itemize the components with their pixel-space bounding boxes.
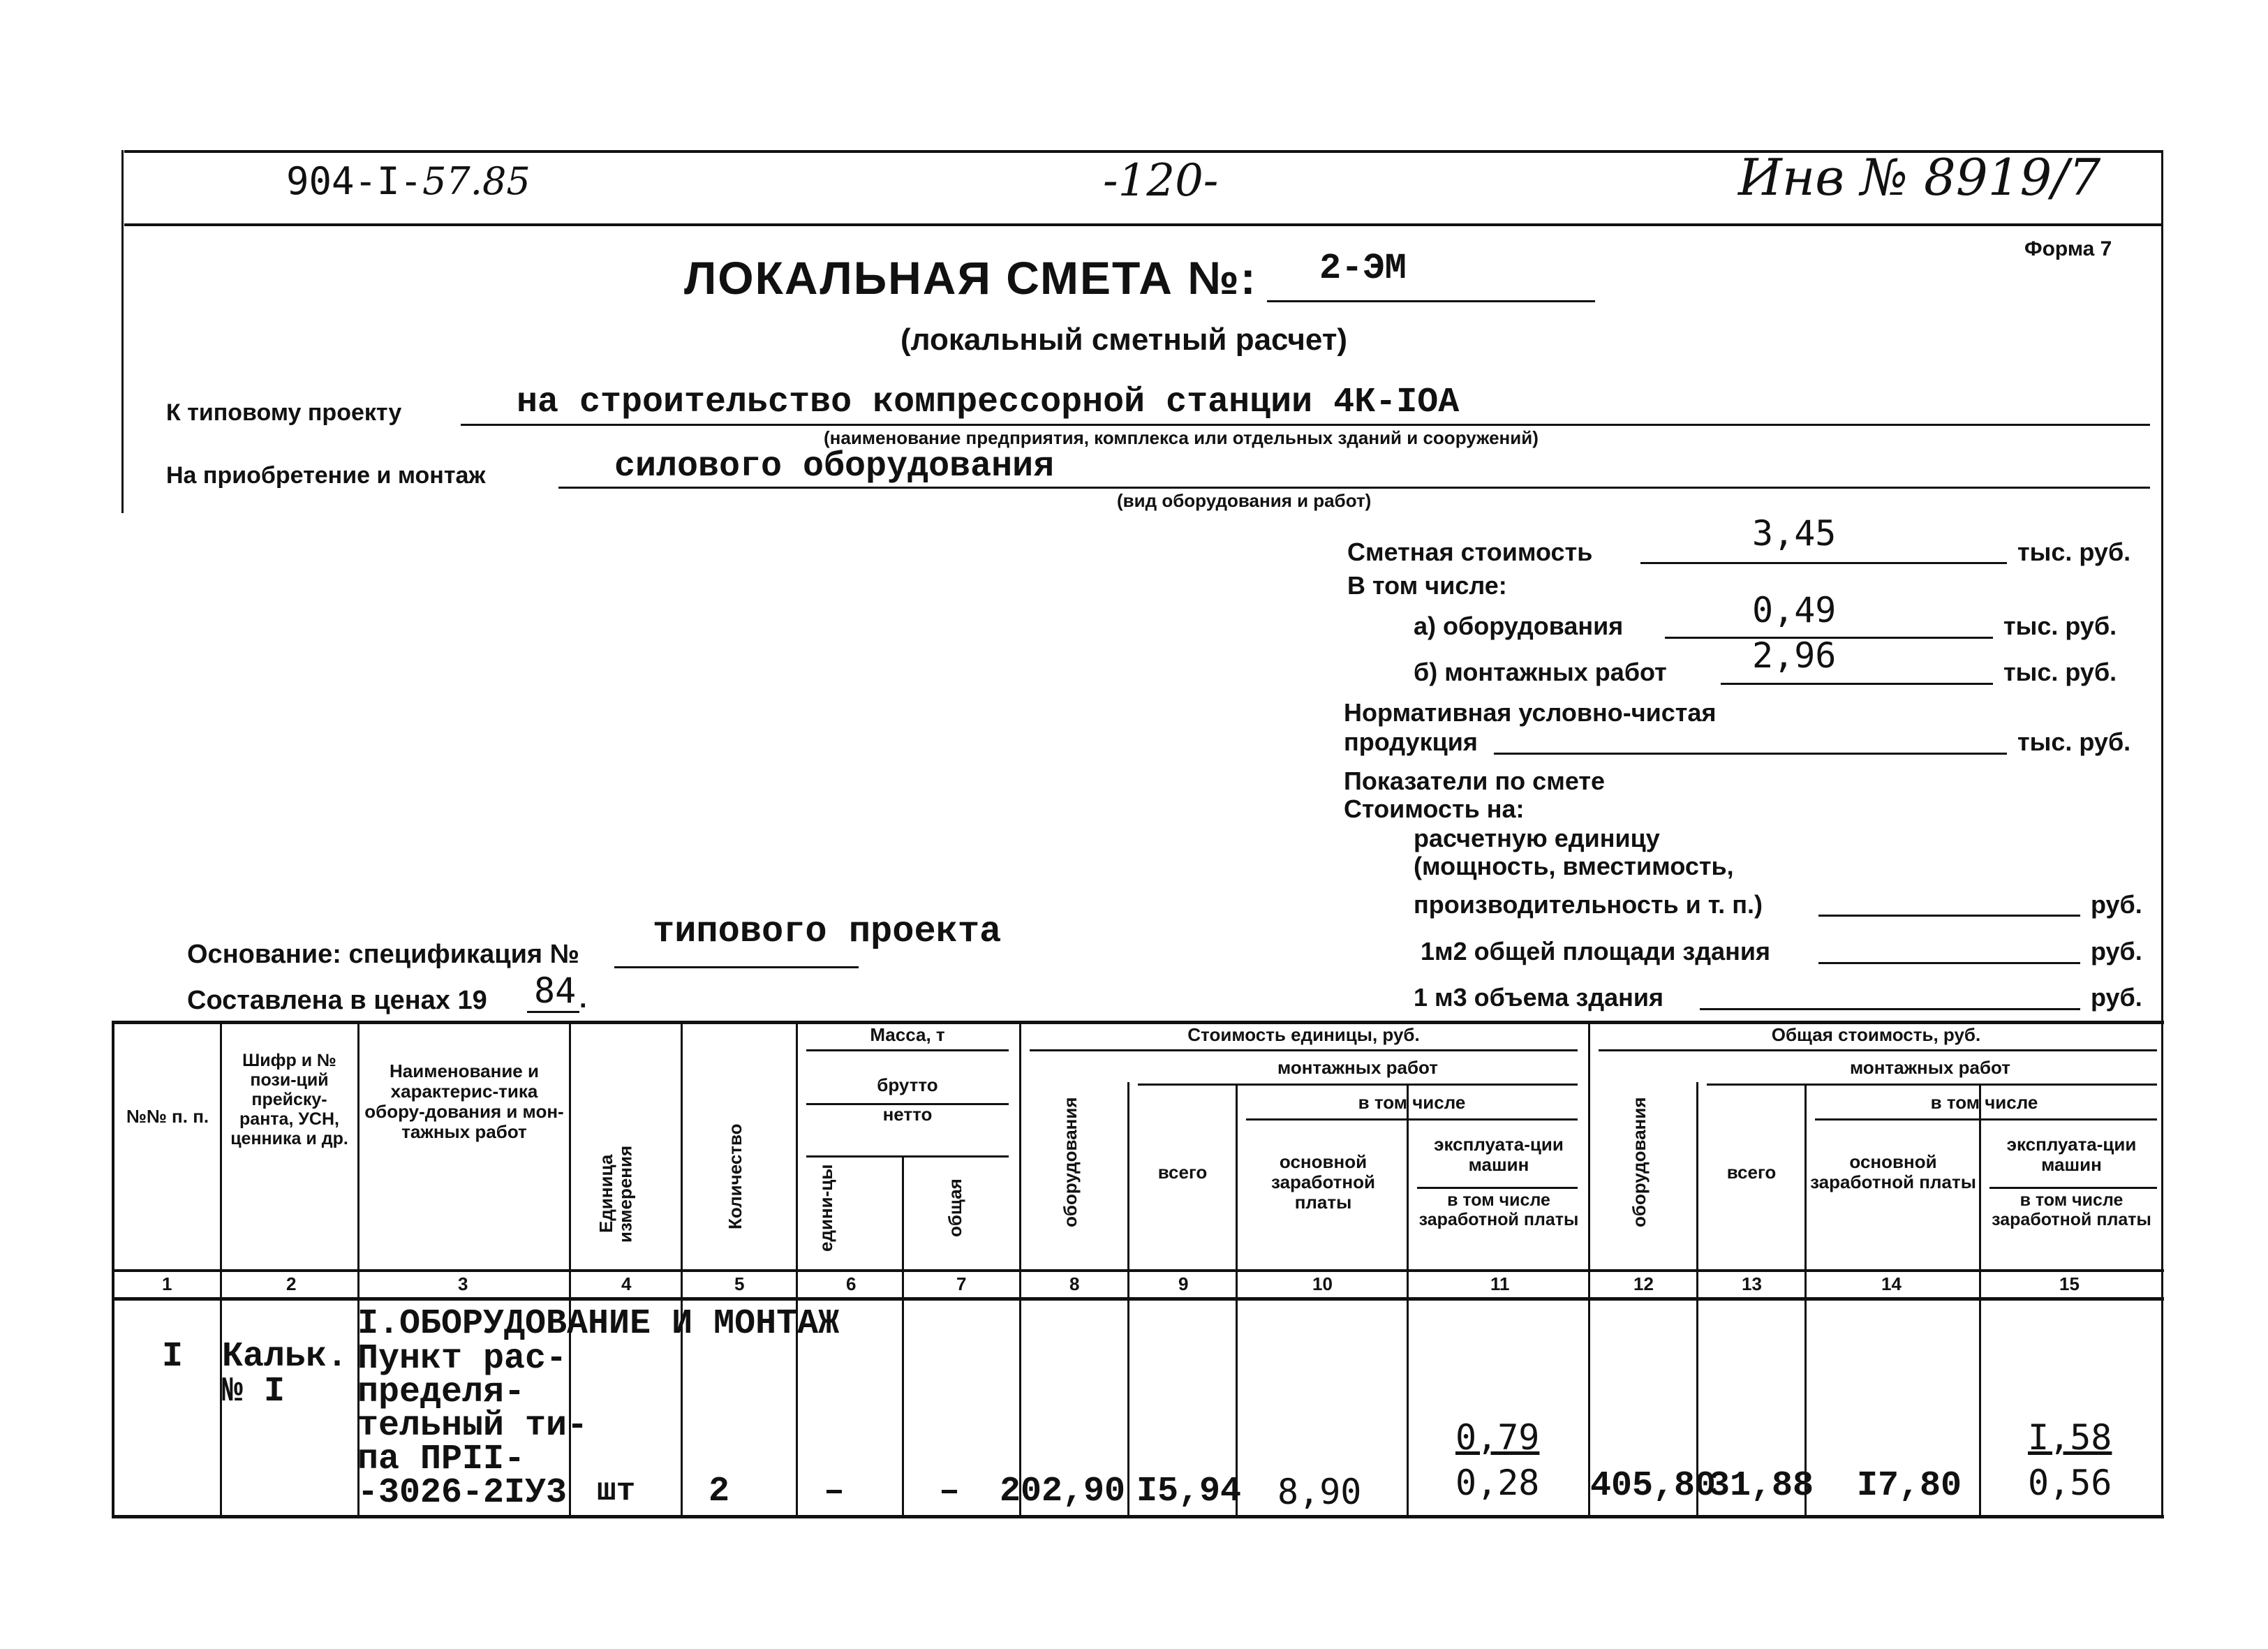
row-unit-machines: 0,79 [1455,1417,1540,1458]
normative-label-1: Нормативная условно-чистая [1344,698,1717,727]
row-name-line1: Пункт рас- [357,1339,568,1379]
row-unit-base-wage: 8,90 [1277,1472,1362,1512]
indicator-unit-3: производительность и т. п.) [1414,890,1763,919]
col-header-total-wage: основной заработной платы [1810,1151,1976,1193]
col-num-9: 9 [1178,1273,1189,1294]
col-num-7: 7 [956,1273,967,1294]
col-num-5: 5 [734,1273,745,1294]
project-hint: (наименование предприятия, комплекса или отдельных зданий и сооружений) [824,427,1539,448]
col-line-10 [1236,1086,1238,1516]
purchase-hint: (вид оборудования и работ) [1117,490,1372,511]
col-header-code: Шифр и № пози-ций прейску-ранта, УСН, ценника и др. [230,1051,348,1148]
project-label: К типовому проекту [166,399,402,426]
col-header-total-machine-wage: в том числе заработной платы [1992,1190,2151,1229]
row-code-line2: № I [222,1372,286,1412]
col-num-8: 8 [1069,1273,1080,1294]
row-mass-unit: – [824,1472,845,1511]
doc-subtitle: (локальный сметный расчет) [900,323,1348,357]
row-total-mount: 31,88 [1709,1466,1814,1506]
col-header-unit-machine-wage: в том числе заработной платы [1418,1190,1579,1229]
col-header-mass: Масса, т [870,1024,945,1045]
indicator-unit-rub: руб. [2091,890,2142,919]
total-incl-subline [1815,1118,2157,1121]
normative-label-2: продукция [1344,727,1478,756]
col-header-netto: нетто [882,1104,933,1125]
col-header-total-incl: в том числе [1930,1092,2038,1113]
col-line-2 [220,1021,222,1516]
col-line-9 [1127,1082,1129,1516]
total-cost-value: 3,45 [1752,513,1837,554]
unit-machines-subline [1417,1187,1578,1189]
indicator-volume-rub: руб. [2091,983,2142,1012]
equipment-cost-unit: тыс. руб. [2003,612,2117,640]
indicator-volume: 1 м3 объема здания [1414,983,1664,1012]
unit-mount-subline [1138,1084,1578,1086]
col-num-3: 3 [458,1273,468,1294]
col-num-11: 11 [1490,1273,1510,1294]
col-header-mass-unit: едини-цы [815,1164,836,1252]
indicator-unit-1: расчетную единицу [1414,824,1660,852]
project-value: на строительство компрессорной станции 4К-IOA [517,383,1460,422]
mounting-cost-underline [1721,683,1993,685]
indicator-unit-2: (мощность, вместимость, [1414,852,1734,880]
col-num-4: 4 [621,1273,632,1294]
col-header-unit-machines: эксплуата-ции машин [1434,1134,1564,1176]
normative-unit: тыс. руб. [2017,727,2131,756]
estimate-number: 2-ЭМ [1319,248,1407,289]
col-line-12 [1588,1021,1590,1516]
row-number: I [162,1337,184,1377]
total-cost-subline [1599,1049,2157,1051]
indicators-cost-on: Стоимость на: [1344,794,1525,823]
col-header-unit-equipment: оборудования [1060,1097,1081,1228]
indicator-area: 1м2 общей площади здания [1421,937,1771,966]
table-body-top [112,1297,2164,1301]
col-num-10: 10 [1312,1273,1333,1294]
indicator-volume-underline [1700,1008,2080,1010]
prices-year: 84 [534,970,577,1011]
total-machines-subline [1989,1187,2157,1189]
normative-underline [1494,753,2007,755]
project-code [286,159,531,203]
row-name-line4: па ПРII- [357,1440,526,1479]
mounting-cost-value: 2,96 [1752,635,1837,676]
purchase-label: На приобретение и монтаж [166,462,486,489]
col-header-unit-total: всего [1157,1162,1208,1183]
indicator-unit-underline [1818,915,2080,917]
col-header-unit-mount: монтажных работ [1277,1057,1439,1078]
col-header-unit-wage: основной заработной платы [1271,1151,1375,1213]
col-num-12: 12 [1633,1273,1654,1294]
row-total-machines: I,58 [2028,1417,2112,1458]
indicator-area-underline [1818,962,2080,964]
col-line-13 [1696,1082,1698,1516]
col-num-14: 14 [1881,1273,1902,1294]
indicators-title: Показатели по смете [1344,767,1606,795]
row-name-line3: тельный ти- [357,1406,588,1446]
page-number: -120- [1103,155,1219,207]
doc-title: ЛОКАЛЬНАЯ СМЕТА №: [684,252,1257,304]
row-unit-mount-total: I5,94 [1136,1472,1242,1511]
right-margin-line [2161,150,2163,1518]
col-line-8 [1019,1021,1021,1516]
mounting-cost-label: б) монтажных работ [1414,658,1667,686]
table-number-row-top [112,1269,2164,1272]
mounting-cost-unit: тыс. руб. [2003,658,2117,686]
header-rule [124,223,2163,226]
mass-subline [806,1049,1009,1051]
total-cost-label: Сметная стоимость [1347,538,1593,566]
prices-dot: . [579,984,587,1014]
total-cost-unit: тыс. руб. [2017,538,2131,566]
row-unit-equipment: 202,90 [1000,1472,1126,1511]
col-header-unit-cost: Стоимость единицы, руб. [1187,1024,1420,1045]
col-num-13: 13 [1742,1273,1762,1294]
col-header-unit: Единица измерения [595,1145,636,1243]
prices-year-underline [527,1011,579,1013]
equipment-cost-value: 0,49 [1752,590,1837,630]
indicator-area-rub: руб. [2091,937,2142,966]
form-label: Форма 7 [2024,237,2112,260]
table-left [112,1021,114,1518]
equipment-cost-label: а) оборудования [1414,612,1624,640]
col-num-2: 2 [286,1273,297,1294]
basis-underline [614,966,859,968]
row-code-line1: Кальк. [222,1337,348,1377]
including-label: В том числе: [1347,571,1507,600]
row-mass-total: – [939,1472,961,1511]
left-margin-line [121,150,124,513]
col-header-brutto: брутто [877,1074,938,1095]
estimate-number-underline [1267,300,1595,302]
table-bottom [112,1515,2164,1518]
row-total-base-wage: I7,80 [1857,1466,1962,1506]
row-name-line5: -3026-2IУ3 [357,1473,568,1513]
project-code-handwritten: 57.85 [422,159,531,203]
col-line-14 [1804,1086,1807,1516]
col-header-total-machines: эксплуата-ции машин [2006,1134,2137,1176]
col-line-5 [681,1021,683,1516]
col-num-15: 15 [2059,1273,2080,1294]
col-header-unit-incl: в том числе [1358,1092,1466,1113]
purchase-value: силового оборудования [614,447,1055,487]
col-header-total-total: всего [1726,1162,1777,1183]
col-header-qty: Количество [725,1123,746,1229]
section-title: I.ОБОРУДОВАНИЕ И МОНТАЖ [357,1304,840,1344]
col-line-11 [1407,1086,1409,1516]
project-underline [461,424,2150,426]
unit-cost-subline [1030,1049,1578,1051]
col-header-number: №№ п. п. [126,1106,209,1127]
col-num-6: 6 [846,1273,857,1294]
col-header-total-equipment: оборудования [1629,1097,1650,1228]
unit-incl-subline [1246,1118,1578,1121]
col-line-6 [796,1021,798,1516]
row-unit-machine-wage: 0,28 [1455,1463,1540,1503]
row-unit: шт [597,1473,636,1509]
project-code-typed: 904-I- [286,159,423,203]
prices-label: Составлена в ценах 19 [187,986,487,1015]
col-line-15 [1979,1086,1981,1516]
purchase-underline [558,487,2150,489]
inventory-number: Инв № 8919/7 [1738,148,2101,207]
basis-label: Основание: спецификация № [187,940,580,969]
col-num-1: 1 [162,1273,172,1294]
row-name-line2: пределя- [357,1373,526,1412]
row-qty: 2 [709,1472,730,1511]
col-header-total-cost: Общая стоимость, руб. [1771,1024,1981,1045]
col-line-7 [902,1155,904,1516]
netto-subline [806,1155,1009,1158]
basis-value: типового проекта [653,911,1002,952]
row-total-equipment: 405,80 [1590,1466,1717,1506]
total-mount-subline [1707,1084,2157,1086]
col-header-total-mount: монтажных работ [1849,1057,2011,1078]
row-total-machine-wage: 0,56 [2028,1463,2112,1503]
col-header-name: Наименование и характерис-тика обору-дования и мон-тажных работ [364,1060,564,1143]
col-header-mass-total: общая [944,1178,965,1237]
total-cost-underline [1640,562,2007,564]
